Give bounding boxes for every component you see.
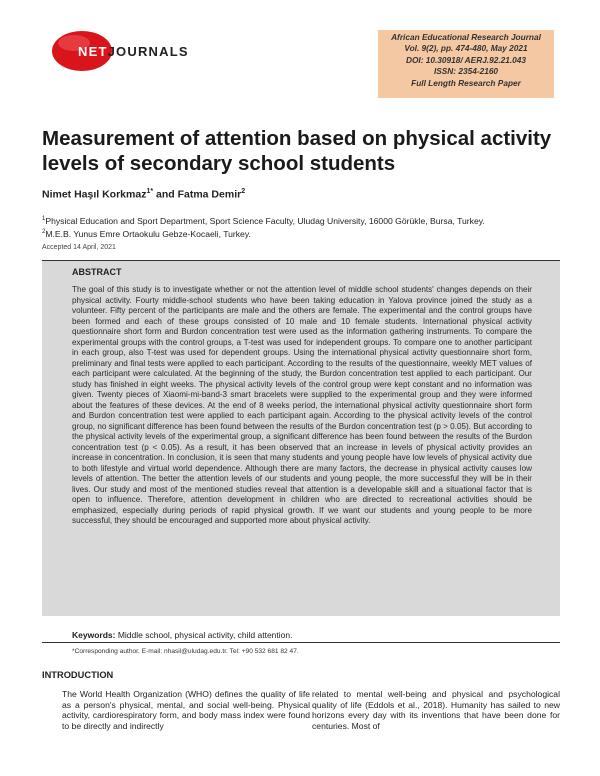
author-line: Nimet Haşıl Korkmaz$^{1*}$ and Fatma Demir$^2$	[42, 188, 246, 201]
introduction-heading: INTRODUCTION	[42, 670, 114, 680]
corresponding-author: *Corresponding author. E-mail: nhasil@uludag.edu.tr. Tel: +90 532 681 82 47.	[72, 648, 299, 655]
affiliation-1: $^1$Physical Education and Sport Department, Sport Science Faculty, Uludag University, 16000 Görükle, Bursa, Turkey.	[42, 215, 485, 226]
journal-issn: ISSN: 2354-2160	[433, 66, 499, 77]
abstract-heading: ABSTRACT	[72, 267, 122, 277]
introduction-column-right: related to mental well-being and physical and psychological quality of life (Eddols et al., 2018). Humanity has sailed to new horizons every day with its inventions that have been done for centuries. Most of	[312, 689, 560, 731]
logo-wordmark: NETJOURNALS	[78, 44, 189, 59]
journal-name: African Educational Research Journal	[391, 32, 541, 42]
keywords	[72, 630, 292, 640]
accepted-date: Accepted 14 April, 2021	[42, 244, 116, 251]
divider	[42, 642, 560, 643]
paper-type: Full Length Research Paper	[411, 77, 521, 88]
journal-volume: Vol. 9(2), pp. 474-480, May 2021	[404, 43, 528, 54]
affiliation-2: $^2$M.E.B. Yunus Emre Ortaokulu Gebze-Kocaeli, Turkey.	[42, 229, 251, 240]
affiliations	[42, 214, 485, 241]
keywords-text: Middle school, physical activity, child attention.	[115, 630, 293, 640]
abstract-box	[42, 260, 560, 616]
journal-info-box	[378, 30, 554, 98]
author-affiliation-mark: 2	[241, 188, 246, 195]
paper-title: Measurement of attention based on physical activity levels of secondary school students	[42, 127, 552, 175]
author-name: Nimet Haşıl Korkmaz	[42, 188, 147, 201]
author-name: Fatma Demir	[177, 188, 242, 201]
journal-doi: DOI: 10.30918/ AERJ.92.21.043	[405, 54, 527, 65]
keywords-label: Keywords:	[72, 630, 116, 640]
introduction-column-left: The World Health Organization (WHO) defines the quality of life as a person's physical, mental, and social well-being. Physical activity, cardiorespiratory form, and body mass index were found to be directly and indirectly	[62, 689, 310, 731]
author-affiliation-mark: 1*	[146, 188, 154, 195]
abstract-text: The goal of this study is to investigate whether or not the attention level of middle school students' changes depends on their physical activity. Fourty middle-school students who have been taking education in Yalova province joined the study as a volunteer. Fifty percent of the participants are male and the others are female. The experimental and the control groups have been formed and each of these groups consisted of 10 male and 10 female students. International physical activity questionnaire short form and Burdon concentration test were used as the information gathering instruments. To compare the experimental groups with the control groups, a T-test was used for independent groups. To compare one to another participant in each group, also T-test was used for dependent groups. Using the international physical activity questionnaire short form, preliminary and final tests were applied to each participant. According to the results of the questionnaire, weekly MET values of each participant were calculated. At the beginning of the study, the Burdon concentration test applied to each participant. Our study has finished in eight weeks. The physical activity levels of the control group were kept constant and no information was given. Twenty pieces of Xiaomi-mi-band-3 smart bracelets were supplied to the experimental group and they were informed about the features of these devices. At the end of 8 weeks period, the international physical activity questionnaire short form and Burdon concentration test were applied to each participant again. According to the physical activity levels of the control group, no significant difference has been found between the results of the Burdon concentration test (p > 0.05). But according to the physical activity levels of the experimental group, a significant difference has been found between the results of the Burdon concentration test (p < 0.05). As a result, it has been observed that an increase in levels of physical activity provides an increase in concentration. In conclusion, it is seen that many students and young people have low levels of physical activity due to both lifestyle and virtual world dependence. Although there are many factors, the decrease in physical activity causes low levels of attention. The better the attention levels of our students and young people, the more successful they will be in their lives. Our study and most of the mentioned studies reveal that attention is a developable skill and a situational factor that is open to influence. Therefore, attention development in children who are directed to recreational activities should be emphasized, especially during periods of rapid physical growth. If we want our students and young people to be more successful, they should be encouraged and supported more about physical activity.	[72, 285, 532, 525]
